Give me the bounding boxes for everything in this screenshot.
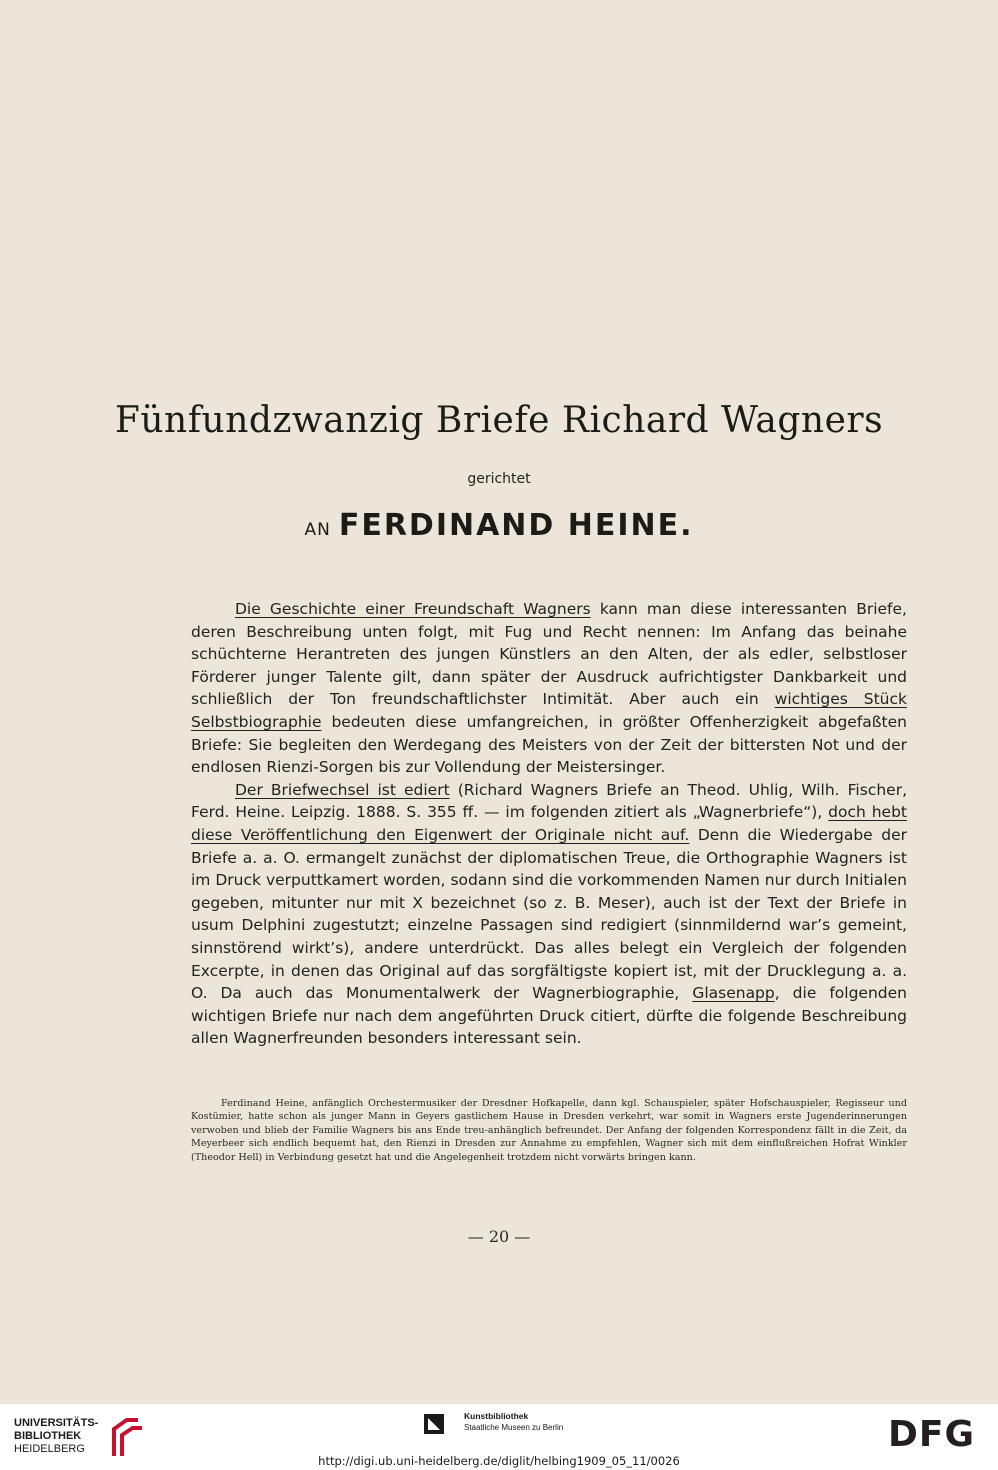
document-title: Fünfundzwanzig Briefe Richard Wagners <box>114 400 884 441</box>
underlined-phrase: Der Briefwechsel ist ediert <box>235 780 450 799</box>
logo-line: BIBLIOTHEK <box>14 1430 82 1442</box>
permalink-url[interactable]: http://digi.ub.uni-heidelberg.de/diglit/helbing1909_05_11/0026 <box>318 1454 680 1468</box>
paragraph-text: (Richard Wagners Briefe an Theod. Uhlig, Wilh. Fischer, Ferd. Heine. Leipzig. 1888. S. 355 ff. — im folgenden zitiert als „Wagnerbriefe“), <box>191 780 907 822</box>
logo-line: UNIVERSITÄTS- <box>14 1417 99 1429</box>
kunstbibliothek-subtitle: Staatliche Museen zu Berlin <box>464 1423 564 1432</box>
paragraph <box>191 779 907 1050</box>
recipient-prefix: AN <box>304 520 331 540</box>
document-subtitle: gerichtet <box>467 471 531 487</box>
footer-bar <box>0 1404 998 1470</box>
underlined-phrase: doch hebt diese Veröffentlichung den Eigenwert der Originale nicht auf. <box>191 803 908 844</box>
kunstbibliothek-emblem-icon <box>424 1414 444 1434</box>
dfg-logo[interactable]: DFG <box>888 1414 976 1455</box>
university-library-logo-text <box>14 1417 98 1456</box>
recipient-name: FERDINAND HEINE. <box>338 508 694 543</box>
footnote <box>191 1097 907 1164</box>
logo-line: HEIDELBERG <box>14 1443 85 1455</box>
underlined-phrase: wichtiges Stück Selbstbiographie <box>191 690 907 731</box>
page-number: — 20 — <box>467 1227 531 1246</box>
kunstbibliothek-name: Kunstbibliothek <box>464 1411 529 1421</box>
paragraph-text: Denn die Wiedergabe der Briefe a. a. O. ermangelt zunächst der diplomatischen Treue, die Orthographie Wagners ist im Druck verputtkamert worden, sodann sind die vorkommenden Namen nur durch Initialen gegeben, mitunter nur mit X bezeichnet (so z. B. Meser), auch ist der Text der Briefe in usum Delphini zugestutzt; einzelne Passagen sind redigiert (sinnmildernd war’s gemeint, sinnstörend wirkt’s), andere unterdrückt. Das alles belegt ein Vergleich der folgenden Excerpte, in denen das Original auf das sorgfältigste kopiert ist, mit der Drucklegung a. a. O. Da auch das Monumentalwerk der Wagnerbiographie, <box>191 825 907 1003</box>
paragraph-text: kann man diese interessanten Briefe, deren Beschreibung unten folgt, mit Fug und Recht nennen: Im Anfang das beinahe schüchterne Herantreten des jungen Künstlers an den Alten, der als edler, selbstloser Förderer junger Talente gilt, dann später der Ausdruck aufrichtigster Dankbarkeit und schließlich der Ton freundschaftlichster Intimität. Aber auch ein <box>191 600 907 709</box>
paragraph <box>191 598 907 779</box>
recipient-heading <box>0 508 998 543</box>
underlined-phrase: Glasenapp <box>692 984 775 1003</box>
body-text <box>191 598 907 1050</box>
footnote-text: Ferdinand Heine, anfänglich Orchestermusiker der Dresdner Hofkapelle, dann kgl. Schauspieler, später Hofschauspieler, Regisseur und Kostümier, hatte schon als junger Mann in Geyers gastlichem Hause in Dresden verkehrt, war somit in Wagners erste Jugenderinnerungen verwoben und blieb der Familie Wagners bis ans Ende treu-anhänglich befreundet. Der Anfang der folgenden Korrespondenz fällt in die Zeit, da Meyerbeer sich endlich bequemt hat, den Rienzi in Dresden zur Annahme zu empfehlen, Wagner sich mit dem einflußreichen Hofrat Winkler (Theodor Hell) in Verbindung gesetzt hat und die Angelegenheit trotzdem nicht vorwärts bringen kann. <box>191 1098 907 1163</box>
paragraph-text: bedeuten diese umfangreichen, in größter Offenherzigkeit abgefaßten Briefe: Sie begleiten den Werdegang des Meisters von der Zeit der bittersten Not und der endlosen Rienzi-Sorgen bis zur Vollendung der Meistersinger. <box>191 712 907 777</box>
kunstbibliothek-logo[interactable] <box>424 1410 624 1440</box>
paragraph-text: , die folgenden wichtigen Briefe nur nach dem angeführten Druck citiert, dürfte die folgende Beschreibung allen Wagnerfreunden besonders interessant sein. <box>191 984 907 1048</box>
underlined-phrase: Die Geschichte einer Freundschaft Wagners <box>235 600 591 618</box>
